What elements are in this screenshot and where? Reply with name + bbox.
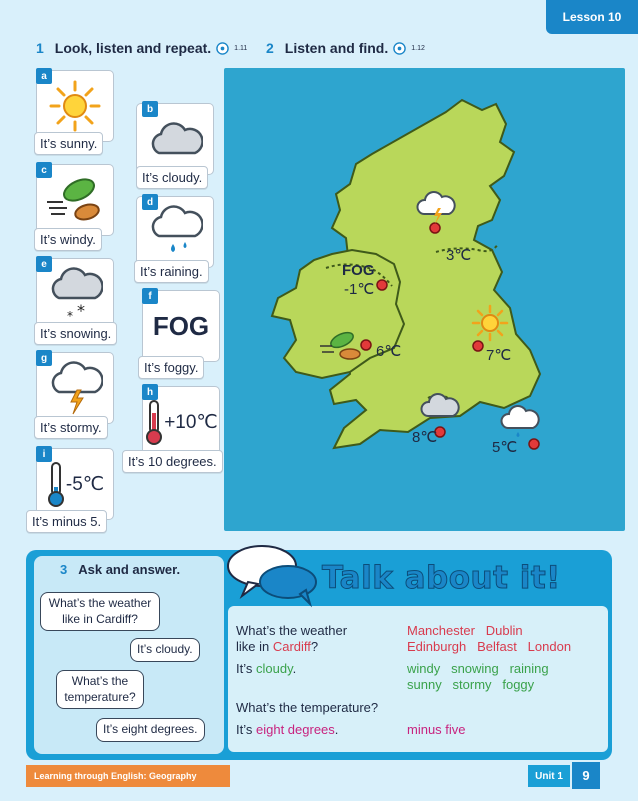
map-rain-icon	[501, 406, 538, 437]
speech-bubble-question-2: What’s the temperature?	[56, 670, 144, 709]
weather-options-line1: windy snowing raining	[407, 661, 549, 676]
talk-a2-word: eight degrees	[256, 722, 335, 737]
talk-about-it-title: Talk about it!	[322, 560, 561, 596]
activity-1-number: 1	[36, 40, 44, 56]
talk-answer-1	[236, 661, 296, 677]
talk-question-1	[236, 623, 347, 656]
talk-question-2: What’s the temperature?	[236, 700, 379, 715]
card-letter: i	[36, 446, 52, 462]
activity-2-title: Listen and find.	[284, 40, 389, 56]
lesson-tab: Lesson 10	[546, 0, 638, 34]
activity-1-title: Look, listen and repeat.	[54, 40, 212, 56]
card-letter: b	[142, 101, 158, 117]
activity-2-track: 1.12	[411, 44, 425, 52]
card-letter: h	[142, 384, 158, 400]
talk-answer-2	[236, 722, 338, 738]
speech-bubble-answer-1: It’s cloudy.	[130, 638, 200, 662]
card-letter: c	[36, 162, 52, 178]
talk-q1-line2	[236, 639, 347, 655]
card-caption: It’s snowing.	[34, 322, 117, 345]
activity-3-title: Ask and answer.	[78, 562, 181, 577]
talk-a2-post: .	[334, 722, 339, 737]
map-temp-label: 5℃	[492, 439, 518, 456]
talk-a1-pre: It’s	[236, 661, 256, 676]
snow-cloud-icon	[47, 266, 103, 322]
talk-q1-city: Cardiff	[272, 639, 311, 655]
card-letter: f	[142, 288, 158, 304]
plus-ten-text: +10℃	[164, 411, 218, 433]
city-options-line1: Manchester Dublin	[407, 623, 523, 638]
card-caption: It’s minus 5.	[26, 510, 107, 533]
thermometer-cold-icon	[46, 461, 66, 507]
map-temp-label: -1℃	[344, 281, 375, 298]
activity-3-heading	[60, 562, 180, 577]
city-options-line2: Edinburgh Belfast London	[407, 639, 572, 655]
talk-q1-post: ?	[310, 639, 319, 655]
card-letter: a	[36, 68, 52, 84]
card-letter: g	[36, 350, 52, 366]
map-temp-label: 8℃	[412, 429, 438, 446]
wind-leaves-icon	[43, 172, 107, 228]
card-caption: It’s foggy.	[138, 356, 204, 379]
card-caption: It’s cloudy.	[136, 166, 208, 189]
talk-q1-line1: What’s the weather	[236, 623, 348, 638]
activity-2-number: 2	[266, 40, 274, 56]
city-options	[407, 623, 571, 656]
svg-text:*: *	[67, 309, 73, 322]
svg-text:*: *	[77, 301, 85, 320]
temperature-option: minus five	[407, 722, 466, 737]
minus-five-text: -5℃	[65, 473, 105, 495]
activity-2-heading	[266, 40, 425, 56]
page-number: 9	[572, 762, 600, 789]
map-fog-label: FOG	[342, 262, 375, 279]
speech-bubble-question-1: What’s the weather like in Cardiff?	[40, 592, 160, 631]
cloud-icon	[147, 115, 203, 163]
weather-options	[407, 661, 549, 694]
map-land-shapes	[224, 68, 625, 531]
activity-1-heading	[36, 40, 247, 56]
weather-options-line2: sunny stormy foggy	[407, 677, 535, 693]
audio-cd-icon[interactable]	[393, 42, 406, 55]
map-temp-label: 7℃	[486, 347, 512, 364]
talk-q1-pre: like in	[236, 639, 273, 655]
card-caption: It’s raining.	[134, 260, 209, 283]
uk-ireland-map	[224, 68, 625, 531]
activity-3-number: 3	[60, 562, 68, 577]
storm-cloud-icon	[47, 360, 103, 416]
map-sun-icon	[473, 306, 507, 340]
talk-a1-word: cloudy	[256, 661, 293, 676]
rain-cloud-icon	[147, 204, 203, 260]
card-caption: It’s windy.	[34, 228, 102, 251]
thermometer-hot-icon	[144, 399, 164, 445]
card-letter: e	[36, 256, 52, 272]
sun-icon	[47, 78, 103, 134]
fog-text-icon: FOG	[152, 310, 210, 341]
card-caption: It’s 10 degrees.	[122, 450, 223, 473]
unit-tag: Unit 1	[528, 765, 570, 787]
card-caption: It’s sunny.	[34, 132, 103, 155]
card-caption: It’s stormy.	[34, 416, 108, 439]
map-temp-label: 3℃	[446, 247, 472, 264]
map-temp-label: 6℃	[376, 343, 402, 360]
speech-bubbles-icon	[226, 542, 320, 608]
talk-a1-post: .	[292, 661, 297, 676]
subject-tag: Learning through English: Geography	[26, 765, 230, 787]
audio-cd-icon[interactable]	[216, 42, 229, 55]
activity-1-track: 1.11	[234, 44, 248, 52]
talk-a2-pre: It’s	[236, 722, 256, 737]
card-letter: d	[142, 194, 158, 210]
speech-bubble-answer-2: It’s eight degrees.	[96, 718, 205, 742]
